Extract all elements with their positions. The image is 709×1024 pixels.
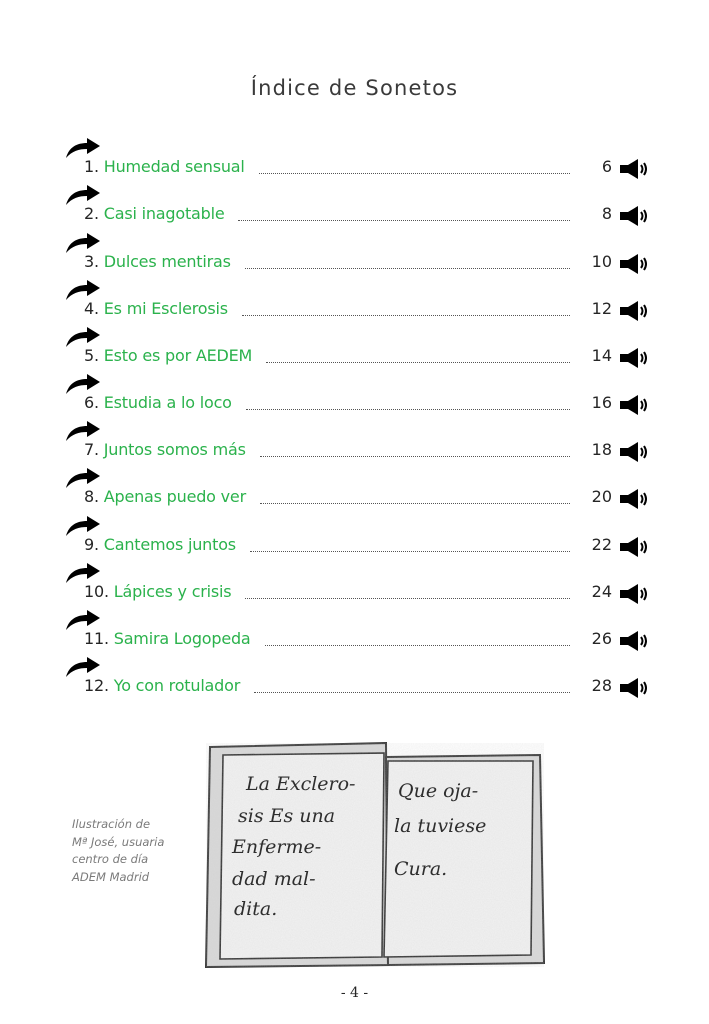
toc-entry[interactable] (0, 373, 709, 420)
toc-entry[interactable] (0, 562, 709, 609)
speaker-icon[interactable] (619, 442, 649, 462)
dotted-leader (260, 503, 570, 504)
dotted-leader (254, 692, 570, 693)
toc-entry-link[interactable] (84, 345, 252, 367)
handwriting-line: La Exclero- (246, 773, 356, 795)
caption-line: centro de día (72, 852, 149, 866)
svg-text:dad mal-: dad mal- (232, 868, 316, 890)
dotted-leader (242, 315, 570, 316)
entry-number: 7. (84, 440, 99, 459)
entry-number: 3. (84, 252, 99, 271)
toc-entry[interactable] (0, 515, 709, 562)
entry-number: 12. (84, 676, 109, 695)
caption-line: Ilustración de (72, 817, 151, 831)
entry-page-number: 10 (591, 252, 612, 271)
entry-number: 1. (84, 157, 99, 176)
entry-title[interactable]: Estudia a lo loco (103, 393, 232, 412)
entry-number: 4. (84, 299, 99, 318)
entry-title[interactable]: Humedad sensual (103, 157, 245, 176)
entry-number: 11. (84, 629, 109, 648)
entry-number: 6. (84, 393, 99, 412)
toc-entry[interactable] (0, 467, 709, 514)
speaker-icon[interactable] (619, 254, 649, 274)
entry-page-number: 20 (591, 487, 612, 506)
entry-number: 10. (84, 582, 109, 601)
speaker-icon[interactable] (619, 348, 649, 368)
svg-text:Que oja-: Que oja- (398, 780, 479, 802)
entry-title[interactable]: Apenas puedo ver (103, 487, 246, 506)
entry-page-number: 12 (591, 299, 612, 318)
speaker-icon[interactable] (619, 631, 649, 651)
dotted-leader (266, 362, 570, 363)
toc-entry[interactable] (0, 326, 709, 373)
entry-title[interactable]: Es mi Esclerosis (103, 299, 228, 318)
dotted-leader (259, 173, 570, 174)
speaker-icon[interactable] (619, 584, 649, 604)
toc-entry-link[interactable] (84, 203, 224, 225)
dotted-leader (238, 220, 570, 221)
toc-entry-link[interactable] (84, 675, 240, 697)
entry-title[interactable]: Cantemos juntos (103, 535, 236, 554)
speaker-icon[interactable] (619, 301, 649, 321)
dotted-leader (265, 645, 570, 646)
entry-number: 5. (84, 346, 99, 365)
dotted-leader (245, 268, 570, 269)
entry-page-number: 14 (591, 346, 612, 365)
toc-entry-link[interactable] (84, 392, 232, 414)
svg-text:la tuviese: la tuviese (394, 815, 487, 837)
entry-page-number: 24 (591, 582, 612, 601)
book-illustration (198, 735, 548, 973)
entry-number: 2. (84, 204, 99, 223)
entry-number: 9. (84, 535, 99, 554)
entry-page-number: 18 (591, 440, 612, 459)
entry-page-number: 28 (591, 676, 612, 695)
speaker-icon[interactable] (619, 206, 649, 226)
entry-title[interactable]: Yo con rotulador (113, 676, 241, 695)
entry-title[interactable]: Casi inagotable (103, 204, 225, 223)
toc-entry[interactable] (0, 279, 709, 326)
page-number: - 4 - (340, 985, 369, 1001)
svg-text:Cura.: Cura. (394, 858, 448, 880)
toc-entry-link[interactable] (84, 439, 246, 461)
illustration-caption (72, 816, 192, 886)
entry-number: 8. (84, 487, 99, 506)
speaker-icon[interactable] (619, 159, 649, 179)
toc-entry[interactable] (0, 420, 709, 467)
entry-page-number: 26 (591, 629, 612, 648)
dotted-leader (245, 598, 570, 599)
entry-title[interactable]: Esto es por AEDEM (103, 346, 253, 365)
toc-entry-link[interactable] (84, 628, 251, 650)
svg-text:dita.: dita. (234, 898, 278, 920)
svg-text:sis Es una: sis Es una (238, 805, 336, 827)
entry-page-number: 8 (601, 204, 612, 223)
speaker-icon[interactable] (619, 395, 649, 415)
toc-entry[interactable] (0, 656, 709, 703)
caption-line: Mª José, usuaria (72, 834, 165, 849)
entry-title[interactable]: Dulces mentiras (103, 252, 231, 271)
toc-entry-link[interactable] (84, 534, 236, 556)
entry-title[interactable]: Juntos somos más (103, 440, 246, 459)
toc-entry[interactable] (0, 184, 709, 231)
dotted-leader (250, 551, 570, 552)
entry-title[interactable]: Samira Logopeda (113, 629, 251, 648)
entry-page-number: 22 (591, 535, 612, 554)
toc-entry-link[interactable] (84, 298, 228, 320)
speaker-icon[interactable] (619, 537, 649, 557)
speaker-icon[interactable] (619, 678, 649, 698)
entry-title[interactable]: Lápices y crisis (113, 582, 232, 601)
toc-entry-link[interactable] (84, 486, 246, 508)
page-title: Índice de Sonetos (250, 76, 459, 100)
entry-page-number: 6 (601, 157, 612, 176)
toc-entry-link[interactable] (84, 581, 231, 603)
caption-line: ADEM Madrid (72, 869, 150, 884)
toc-entry-link[interactable] (84, 156, 245, 178)
toc-entry[interactable] (0, 232, 709, 279)
svg-text:Enferme-: Enferme- (232, 836, 322, 858)
toc-entry[interactable] (0, 609, 709, 656)
entry-page-number: 16 (591, 393, 612, 412)
toc-entry[interactable] (0, 137, 709, 184)
toc-entry-link[interactable] (84, 251, 231, 273)
dotted-leader (260, 456, 570, 457)
dotted-leader (246, 409, 570, 410)
speaker-icon[interactable] (619, 489, 649, 509)
